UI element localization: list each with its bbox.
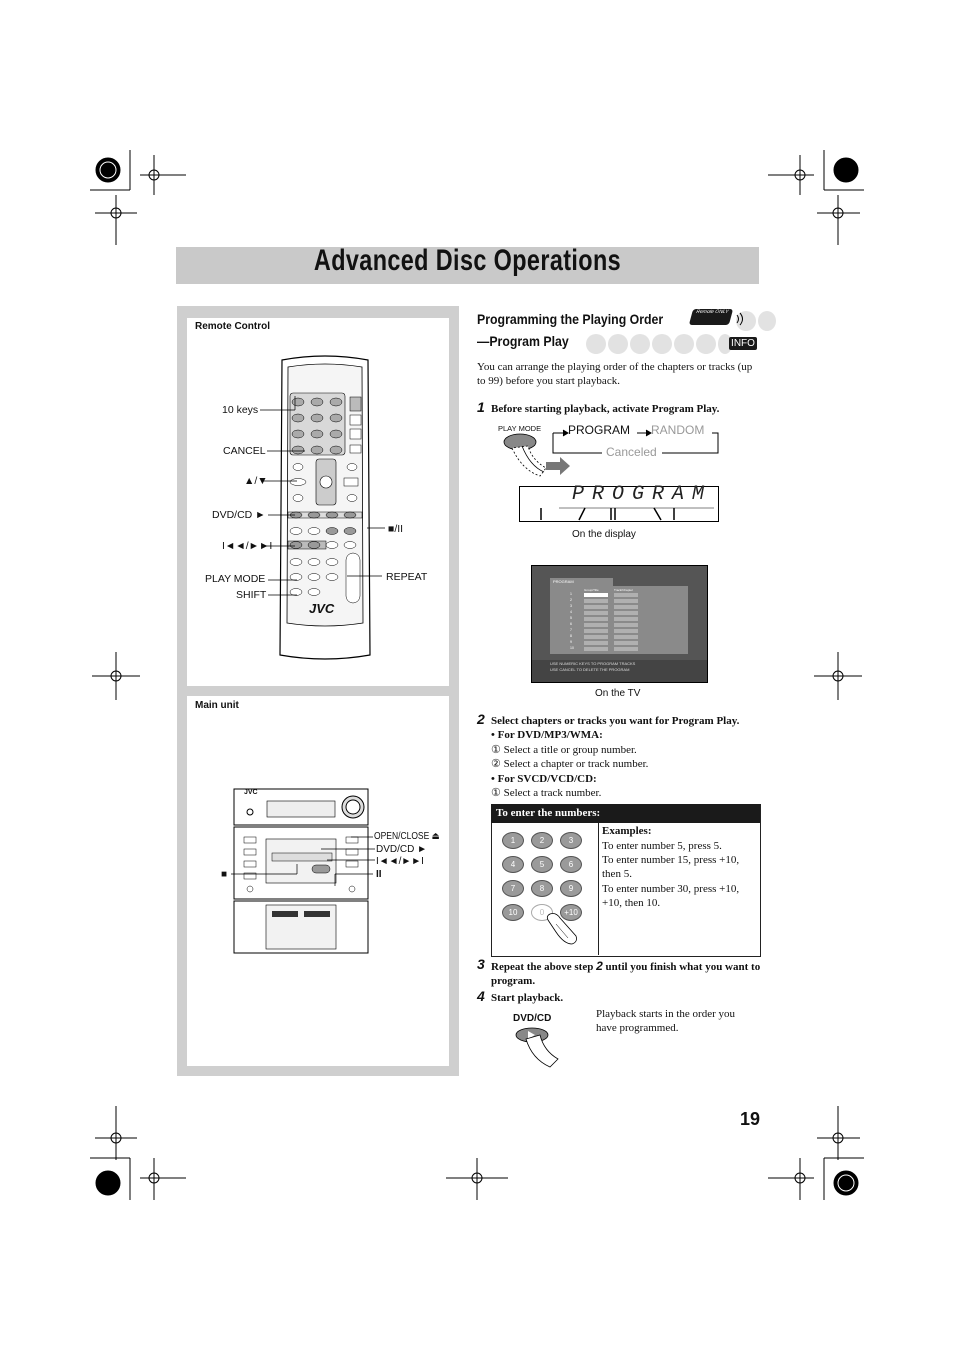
- examples-title: Examples:: [602, 825, 652, 837]
- display-caption: On the display: [572, 529, 636, 540]
- tv-group-cell: [584, 641, 608, 645]
- step4-number: 4: [477, 988, 485, 1004]
- page-number: 19: [740, 1109, 761, 1129]
- tv-track-cell: [614, 599, 638, 603]
- dvd-item-1: ① Select a title or group number.: [491, 744, 637, 756]
- main-unit-title: Main unit: [195, 700, 239, 711]
- display-program-text: PROGRAM: [572, 483, 713, 506]
- repeat-label: REPEAT: [386, 571, 428, 583]
- tv-track-cell: [614, 605, 638, 609]
- skip-label: I◄◄/►►I: [222, 540, 273, 552]
- tv-track-cell: [614, 611, 638, 615]
- tv-program-tab: PROGRAM: [550, 578, 613, 586]
- step3-number: 3: [477, 956, 485, 972]
- tv-row-number: 1: [570, 592, 572, 596]
- tv-track-cell: [614, 593, 638, 597]
- tv-group-cell: [584, 623, 608, 627]
- stop-pause-label: ■/II: [388, 523, 404, 535]
- section-title-line1: Programming the Playing Order: [477, 311, 664, 327]
- tv-track-cell: [614, 635, 638, 639]
- ten-keys-label: 10 keys: [222, 404, 259, 416]
- dvd-cd-button-label: DVD/CD: [513, 1013, 552, 1024]
- open-close-label: OPEN/CLOSE ⏏: [374, 831, 440, 842]
- tv-row-number: 6: [570, 622, 572, 626]
- example-1: To enter number 5, press 5.: [602, 840, 722, 852]
- step3-text: [491, 959, 761, 988]
- tv-group-cell: [584, 629, 608, 633]
- number-key[interactable]: 3: [560, 832, 582, 849]
- page-title: Advanced Disc Operations: [313, 244, 622, 277]
- cycle-random: RANDOM: [651, 423, 705, 437]
- tv-row-number: 9: [570, 640, 572, 644]
- cancel-label: CANCEL: [223, 445, 266, 457]
- numbers-table-header: [491, 804, 760, 823]
- step2-number: 2: [477, 711, 485, 727]
- intro-paragraph: You can arrange the playing order of the chapters or tracks (up to 99) before you start playback.: [477, 361, 753, 387]
- tv-row-number: 3: [570, 604, 572, 608]
- shift-label: SHIFT: [236, 589, 267, 601]
- section-title-line2: —Program Play: [477, 333, 569, 349]
- example-3: To enter number 30, press +10, +10, then 10.: [602, 883, 740, 909]
- number-key[interactable]: 1: [502, 832, 524, 849]
- tv-row-number: 2: [570, 598, 572, 602]
- number-key[interactable]: 7: [502, 880, 524, 897]
- tv-program-row: [570, 646, 670, 652]
- table-divider: [598, 823, 599, 955]
- step3-text-a: Repeat the above step: [491, 961, 597, 973]
- tv-row-number: 5: [570, 616, 572, 620]
- dvd-cd-press-illustration: [508, 1025, 564, 1071]
- tv-caption: On the TV: [595, 688, 641, 699]
- tv-group-cell: [584, 647, 608, 651]
- tv-group-cell: [584, 635, 608, 639]
- tv-col2-header: Track/Chapter: [614, 588, 633, 592]
- dvd-cd-label: DVD/CD ►: [212, 509, 266, 521]
- step3-text-c: until you finish what you want to program.: [491, 961, 761, 987]
- step2-text: Select chapters or tracks you want for Program Play.: [491, 715, 740, 727]
- main-unit-leader-lines: [187, 696, 449, 1066]
- number-key[interactable]: +10: [560, 904, 582, 921]
- unit-pause-label: II: [376, 869, 382, 880]
- cycle-canceled: Canceled: [606, 445, 657, 459]
- cd-item-1: ① Select a track number.: [491, 787, 602, 799]
- tv-row-number: 10: [570, 646, 574, 650]
- tv-row-number: 4: [570, 610, 572, 614]
- info-badge: INFO: [729, 337, 757, 350]
- step4-text: Start playback.: [491, 992, 564, 1004]
- unit-dvd-cd-label: DVD/CD ►: [376, 844, 428, 855]
- finger-press-icon: [546, 910, 586, 946]
- tv-track-cell: [614, 641, 638, 645]
- remote-brand-logo: JVC: [309, 601, 335, 616]
- play-mode-button-label: PLAY MODE: [498, 424, 542, 433]
- number-key[interactable]: 0: [531, 904, 553, 921]
- tv-group-cell: [584, 605, 608, 609]
- remote-leader-lines: [187, 318, 449, 686]
- tv-col1-header: Group/Title: [584, 588, 599, 592]
- up-down-label: ▲/▼: [244, 475, 268, 487]
- cd-heading: • For SVCD/VCD/CD:: [491, 773, 597, 785]
- step1-number: 1: [477, 399, 485, 415]
- number-key[interactable]: 10: [502, 904, 524, 921]
- step1-text: Before starting playback, activate Program Play.: [491, 403, 720, 415]
- number-key[interactable]: 8: [531, 880, 553, 897]
- tv-screen: [531, 565, 708, 683]
- step3-step-ref: 2: [596, 959, 603, 973]
- tv-row-number: 8: [570, 634, 572, 638]
- tv-footer-line1: USE NUMERIC KEYS TO PROGRAM TRACKS: [550, 661, 636, 666]
- number-key[interactable]: 9: [560, 880, 582, 897]
- unit-skip-label: I◄◄/►►I: [376, 856, 424, 867]
- number-key[interactable]: 5: [531, 856, 553, 873]
- step4-description: Playback starts in the order you have programmed.: [596, 1008, 735, 1034]
- dvd-item-2: ② Select a chapter or track number.: [491, 758, 649, 770]
- main-unit-brand-logo: JVC: [244, 789, 258, 796]
- tv-group-cell: [584, 617, 608, 621]
- unit-stop-label: ■: [221, 869, 228, 880]
- remote-control-title: Remote Control: [195, 321, 270, 332]
- mode-cycle-arrows: [550, 425, 722, 460]
- tv-group-cell: [584, 611, 608, 615]
- number-key[interactable]: 4: [502, 856, 524, 873]
- cycle-program: PROGRAM: [568, 423, 631, 437]
- example-2: To enter number 15, press +10, then 5.: [602, 854, 740, 880]
- play-mode-label: PLAY MODE: [205, 573, 266, 585]
- tv-group-cell: [584, 593, 608, 597]
- number-key[interactable]: 6: [560, 856, 582, 873]
- dvd-heading: • For DVD/MP3/WMA:: [491, 729, 603, 741]
- signal-waves-icon: [732, 312, 746, 326]
- tv-group-cell: [584, 599, 608, 603]
- tv-track-cell: [614, 629, 638, 633]
- tv-track-cell: [614, 617, 638, 621]
- tv-row-number: 7: [570, 628, 572, 632]
- tv-track-cell: [614, 647, 638, 651]
- tv-footer-line2: USE CANCEL TO DELETE THE PROGRAM: [550, 667, 630, 672]
- numbers-table-header-text: To enter the numbers:: [496, 807, 601, 819]
- tv-track-cell: [614, 623, 638, 627]
- remote-only-badge: Remote ONLY: [689, 309, 733, 325]
- number-key[interactable]: 2: [531, 832, 553, 849]
